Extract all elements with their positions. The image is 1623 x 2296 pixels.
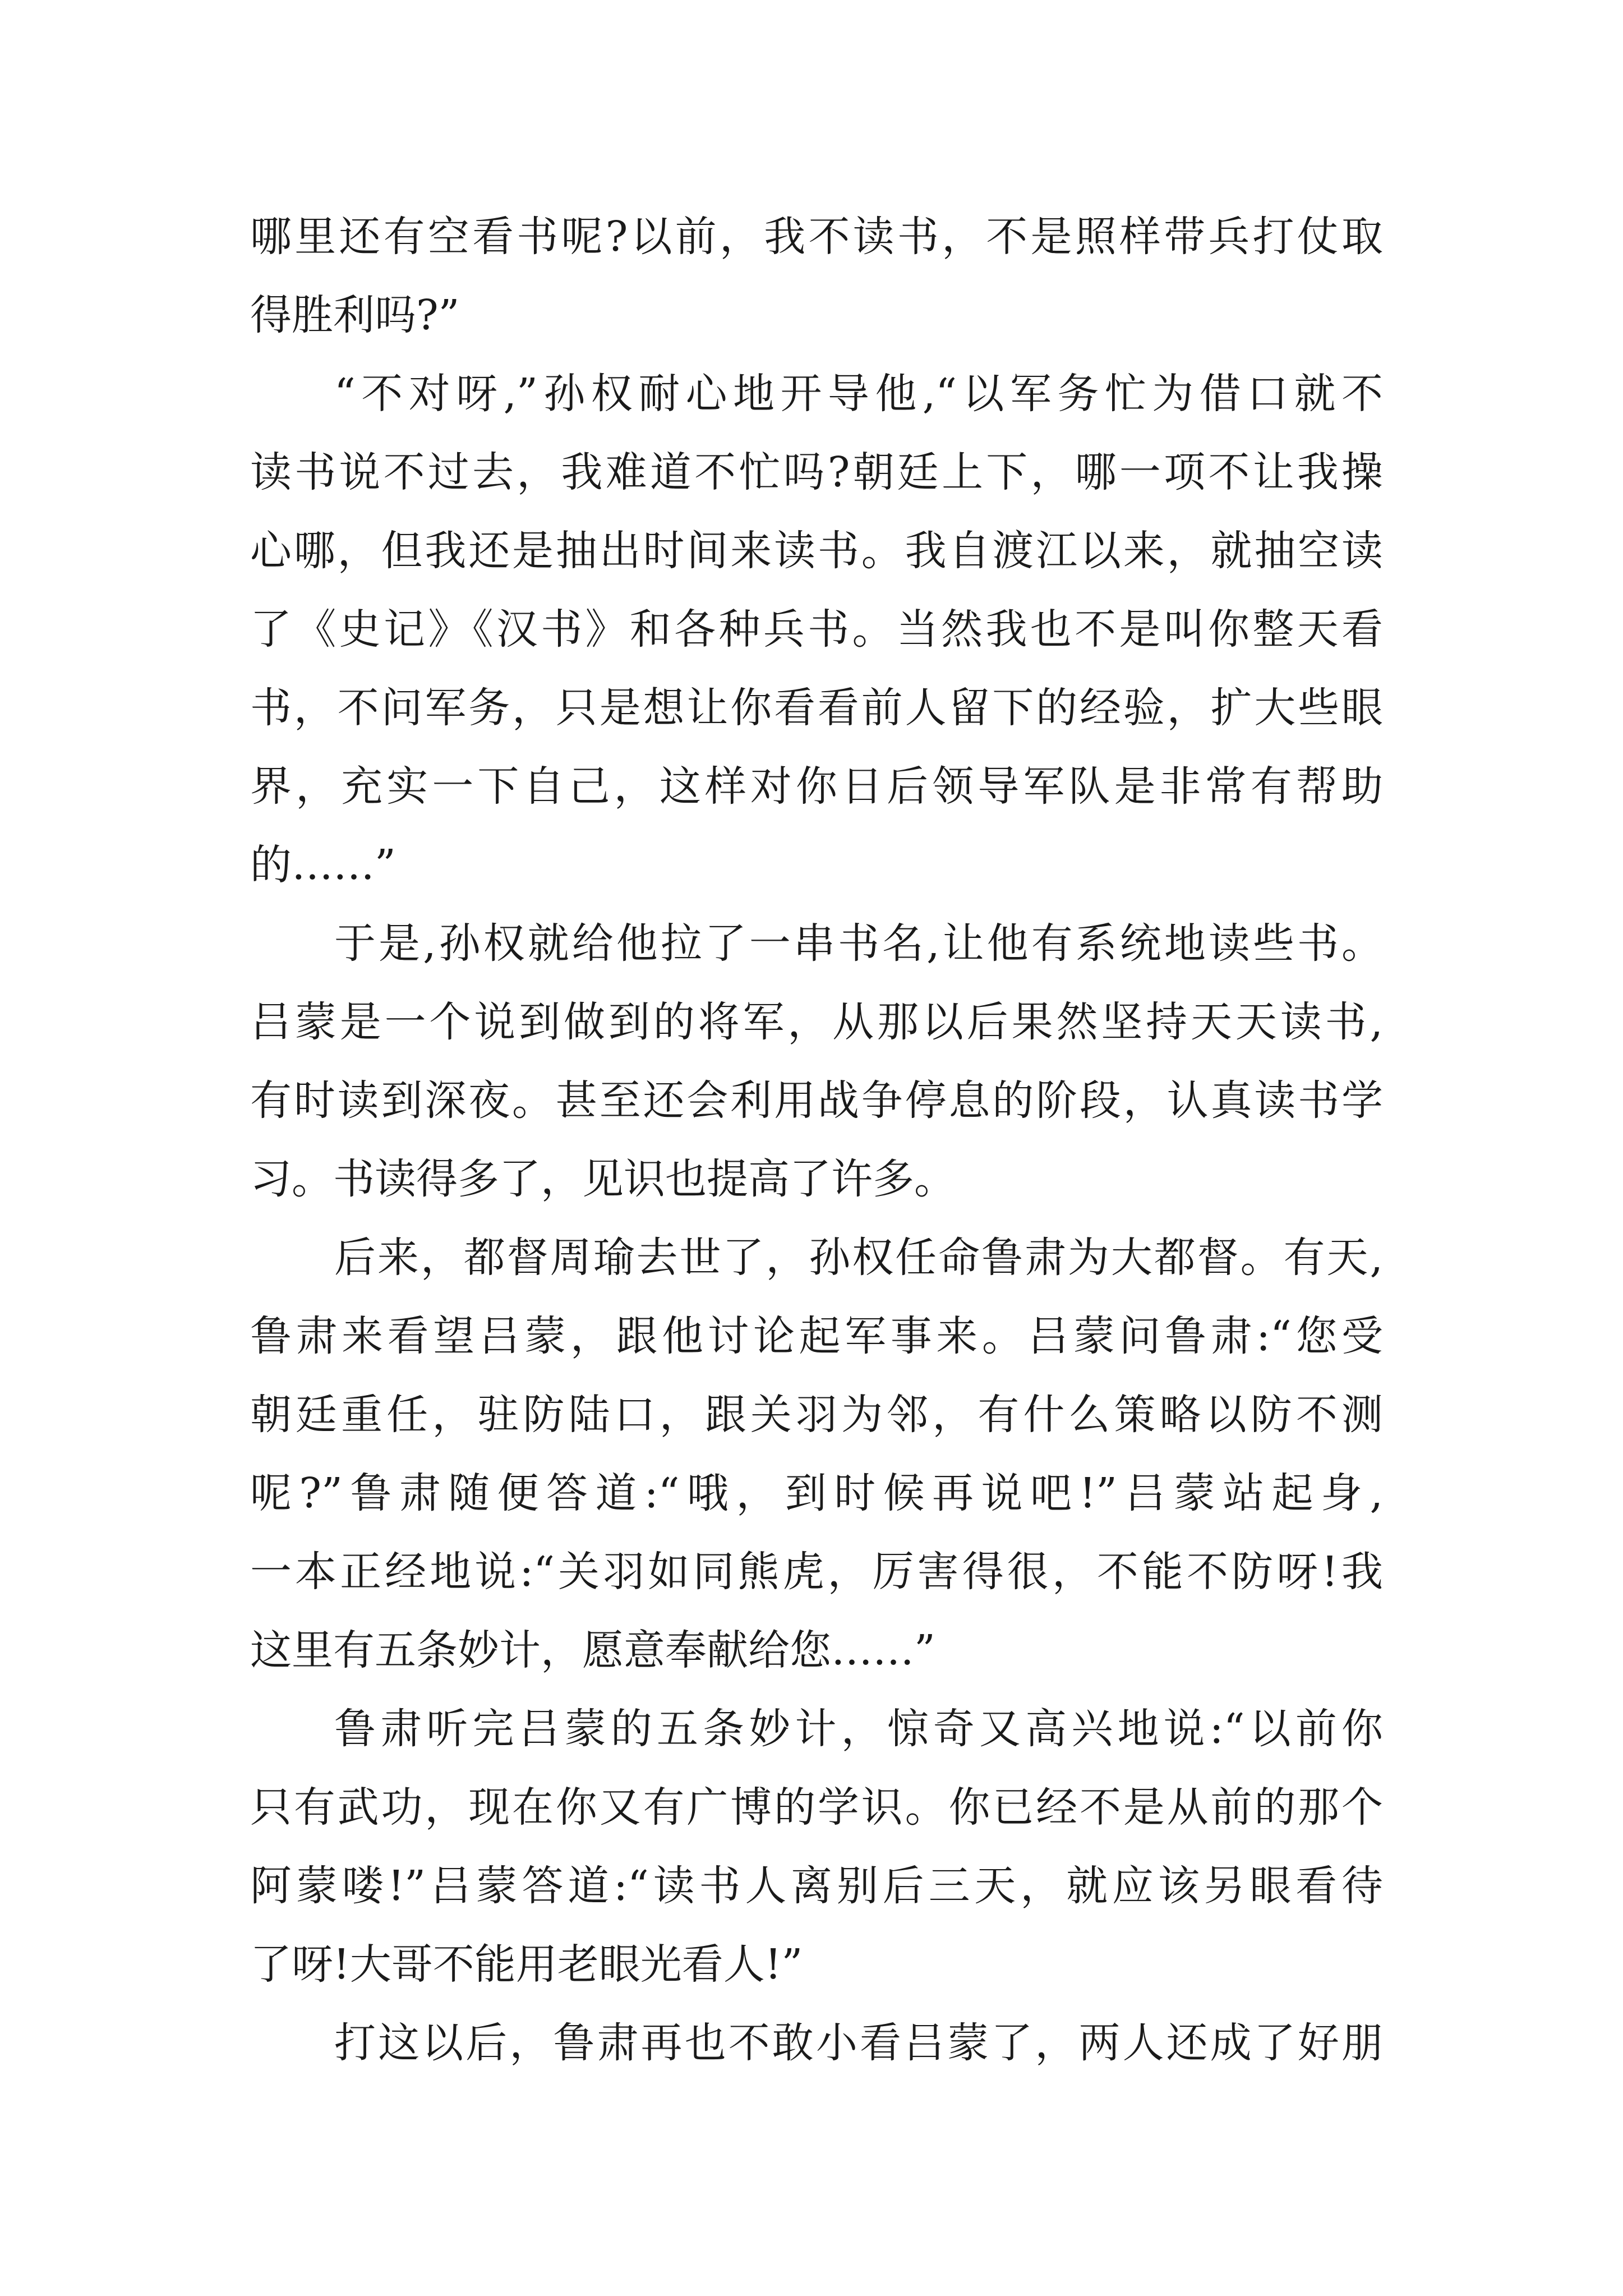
text-line: 于是,孙权就给他拉了一串书名,让他有系统地读些书。 [334, 919, 1383, 968]
text-line: 打这以后，鲁肃再也不敢小看吕蒙了，两人还成了好朋 [334, 2019, 1383, 2067]
text-line: 鲁肃来看望吕蒙，跟他讨论起军事来。吕蒙问鲁肃:“您受 [250, 1312, 1383, 1360]
text-line: 了呀!大哥不能用老眼光看人!” [250, 1940, 803, 1989]
text-line: 一本正经地说:“关羽如同熊虎，厉害得很，不能不防呀!我 [250, 1548, 1383, 1596]
text-line: 的……” [250, 841, 396, 889]
text-line: 吕蒙是一个说到做到的将军，从那以后果然坚持天天读书, [250, 998, 1383, 1046]
text-line: 哪里还有空看书呢?以前，我不读书，不是照样带兵打仗取 [250, 213, 1383, 261]
text-line: 朝廷重任，驻防陆口，跟关羽为邻，有什么策略以防不测 [250, 1391, 1383, 1439]
text-line: 阿蒙喽!”吕蒙答道:“读书人离别后三天，就应该另眼看待 [250, 1862, 1383, 1910]
text-line: 习。书读得多了，见识也提高了许多。 [250, 1155, 956, 1203]
text-line: 了《史记》《汉书》和各种兵书。当然我也不是叫你整天看 [250, 605, 1383, 654]
text-line: 这里有五条妙计，愿意奉献给您……” [250, 1626, 935, 1674]
text-line: 读书说不过去，我难道不忙吗?朝廷上下，哪一项不让我操 [250, 448, 1383, 496]
text-line: 只有武功，现在你又有广博的学识。你已经不是从前的那个 [250, 1783, 1383, 1832]
text-line: 呢?”鲁肃随便答道:“哦，到时候再说吧!”吕蒙站起身, [250, 1469, 1383, 1517]
text-line: 界，充实一下自己，这样对你日后领导军队是非常有帮助 [250, 762, 1383, 811]
text-line: 后来，都督周瑜去世了，孙权任命鲁肃为大都督。有天, [334, 1234, 1383, 1282]
text-line: 有时读到深夜。甚至还会利用战争停息的阶段，认真读书学 [250, 1076, 1383, 1125]
text-line: “不对呀,”孙权耐心地开导他,“以军务忙为借口就不 [334, 370, 1383, 418]
text-line: 书，不问军务，只是想让你看看前人留下的经验，扩大些眼 [250, 684, 1383, 732]
text-line: 心哪，但我还是抽出时间来读书。我自渡江以来，就抽空读 [250, 527, 1383, 575]
text-line: 鲁肃听完吕蒙的五条妙计，惊奇又高兴地说:“以前你 [334, 1705, 1383, 1753]
text-line: 得胜利吗?” [250, 291, 460, 339]
